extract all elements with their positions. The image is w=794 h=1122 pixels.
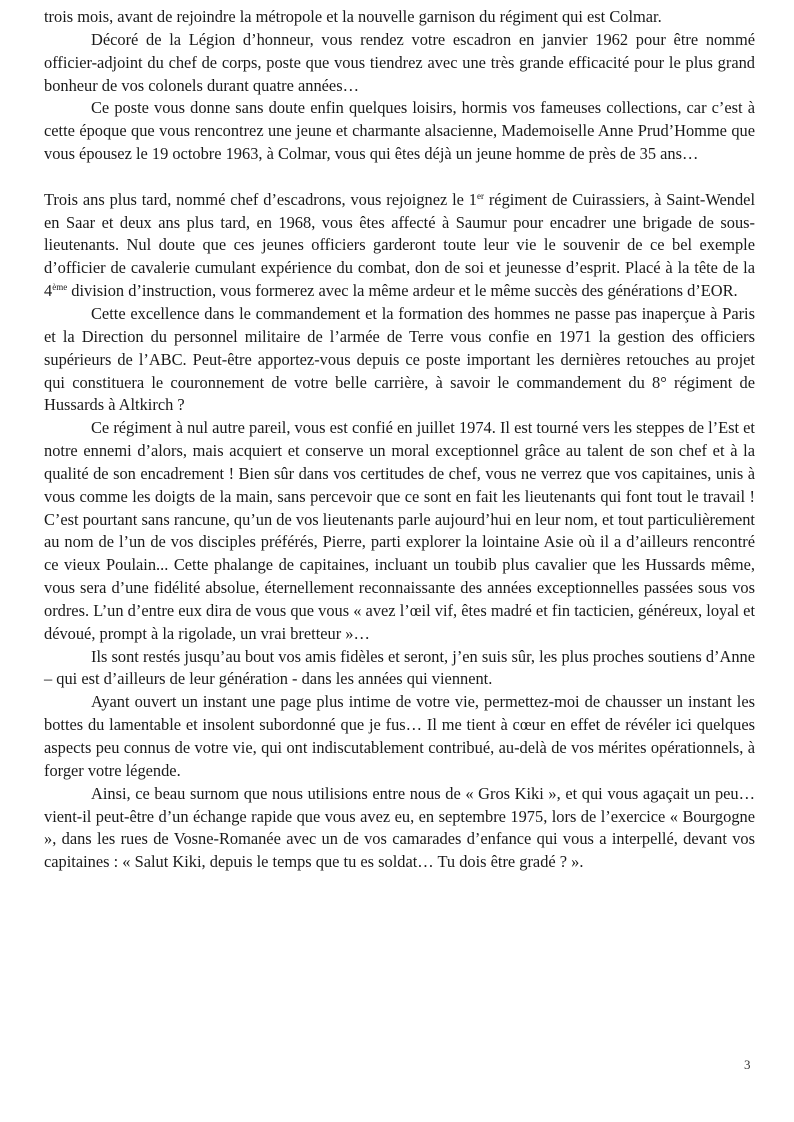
document-page [44, 6, 755, 874]
paragraph-legion-honneur: Décoré de la Légion d’honneur, vous rendez votre escadron en janvier 1962 pour être nommé officier-adjoint du chef de corps, poste que vous tiendrez avec une très grande efficacité pour le plus grand bonheur de vos colonels durant quatre années… [44, 29, 755, 95]
text-span: Trois ans plus tard, nommé chef d’escadrons, vous rejoignez le 1 [44, 189, 477, 209]
page-number: 3 [744, 1057, 751, 1072]
paragraph-anne-prudhomme: Ce poste vous donne sans doute enfin quelques loisirs, hormis vos fameuses collections, car c’est à cette époque que vous rencontrez une jeune et charmante alsacienne, Mademoiselle Anne Prud’Homme que vous épousez le 19 octobre 1963, à Colmar, vous qui êtes déjà un jeune homme de près de 35 ans… [44, 98, 755, 164]
paragraph-colmar: trois mois, avant de rejoindre la métropole et la nouvelle garnison du régiment qui est Colmar. [44, 7, 662, 26]
superscript: ème [52, 282, 68, 293]
text-span: division d’instruction, vous formerez avec la même ardeur et le même succès des générations d’EOR. [67, 281, 738, 301]
paragraph-amis-fideles: Ils sont restés jusqu’au bout vos amis fidèles et seront, j’en suis sûr, les plus proches soutiens d’Anne – qui est d’ailleurs de leur génération - dans les années qui viennent. [44, 646, 755, 689]
paragraph-chef-escadrons [44, 189, 755, 303]
paragraph-direction-personnel: Cette excellence dans le commandement et la formation des hommes ne passe pas inaperçue à Paris et la Direction du personnel militaire de l’armée de Terre vous confie en 1971 la gestion des officiers supérieurs de l’ABC. Peut-être apportez-vous depuis ce poste important les dernières retouches au projet qui constituera le couronnement de votre belle carrière, à savoir le commandement du 8° régiment de Hussards à Altkirch ? [44, 303, 755, 415]
paragraph-gros-kiki: Ainsi, ce beau surnom que nous utilisions entre nous de « Gros Kiki », et qui vous agaçait un peu… vient-il peut-être d’un échange rapide que vous avez eu, en septembre 1975, lors de l’exercice « Bourgogne », dans les rues de Vosne-Romanée avec un de vos camarades d’enfance qui vous a interpellé, devant vos capitaines : « Salut Kiki, depuis le temps que tu es soldat… Tu dois être gradé ? ». [44, 783, 755, 872]
superscript: er [477, 190, 484, 201]
paragraph-regiment-1974: Ce régiment à nul autre pareil, vous est confié en juillet 1974. Il est tourné vers les steppes de l’Est et notre ennemi d’alors, mais acquiert et conserve un moral exceptionnel grâce au talent de son chef et à la qualité de son encadrement ! Bien sûr dans vos certitudes de chef, vous ne verrez que vos capitaines, unis à vous comme les doigts de la main, sans percevoir que ce sont en fait les lieutenants qui font tout le travail ! C’est pourtant sans rancune, qu’un de vos lieutenants parle aujourd’hui en leur nom, et tout particulièrement au nom de l’un de vos disciples préférés, Pierre, parti explorer la lointaine Asie où il a d’ailleurs rencontré ce vieux Poulain... Cette phalange de capitaines, incluant un toubib plus cavalier que les Hussards même, vous sera d’une fidélité absolue, éternellement reconnaissante des années exceptionnelles passées sous vos ordres. L’un d’entre eux dira de vous que vous « avez l’œil vif, êtes madré et fin tacticien, généreux, loyal et dévoué, prompt à la rigolade, un vrai bretteur »… [44, 418, 755, 643]
text-span: régiment de Cuirassiers, à Saint-Wendel en Saar et deux ans plus tard, en 1968, vous êtes affecté à Saumur pour encadrer une brigade de sous-lieutenants. Nul doute que ces jeunes officiers garderont toute leur vie le souvenir de ce bel exemple d’officier de cavalerie cumulant expérience du combat, don de soi et jeunesse d’esprit. Placé à la tête de la 4 [44, 189, 755, 301]
paragraph-page-intime: Ayant ouvert un instant une page plus intime de votre vie, permettez-moi de chausser un instant les bottes du lamentable et insolent subordonné que je fus… Il me tient à cœur en effet de révéler ici quelques aspects peu connus de votre vie, qui ont indiscutablement contribué, au-delà de vos mérites opérationnels, à forger votre légende. [44, 692, 755, 780]
